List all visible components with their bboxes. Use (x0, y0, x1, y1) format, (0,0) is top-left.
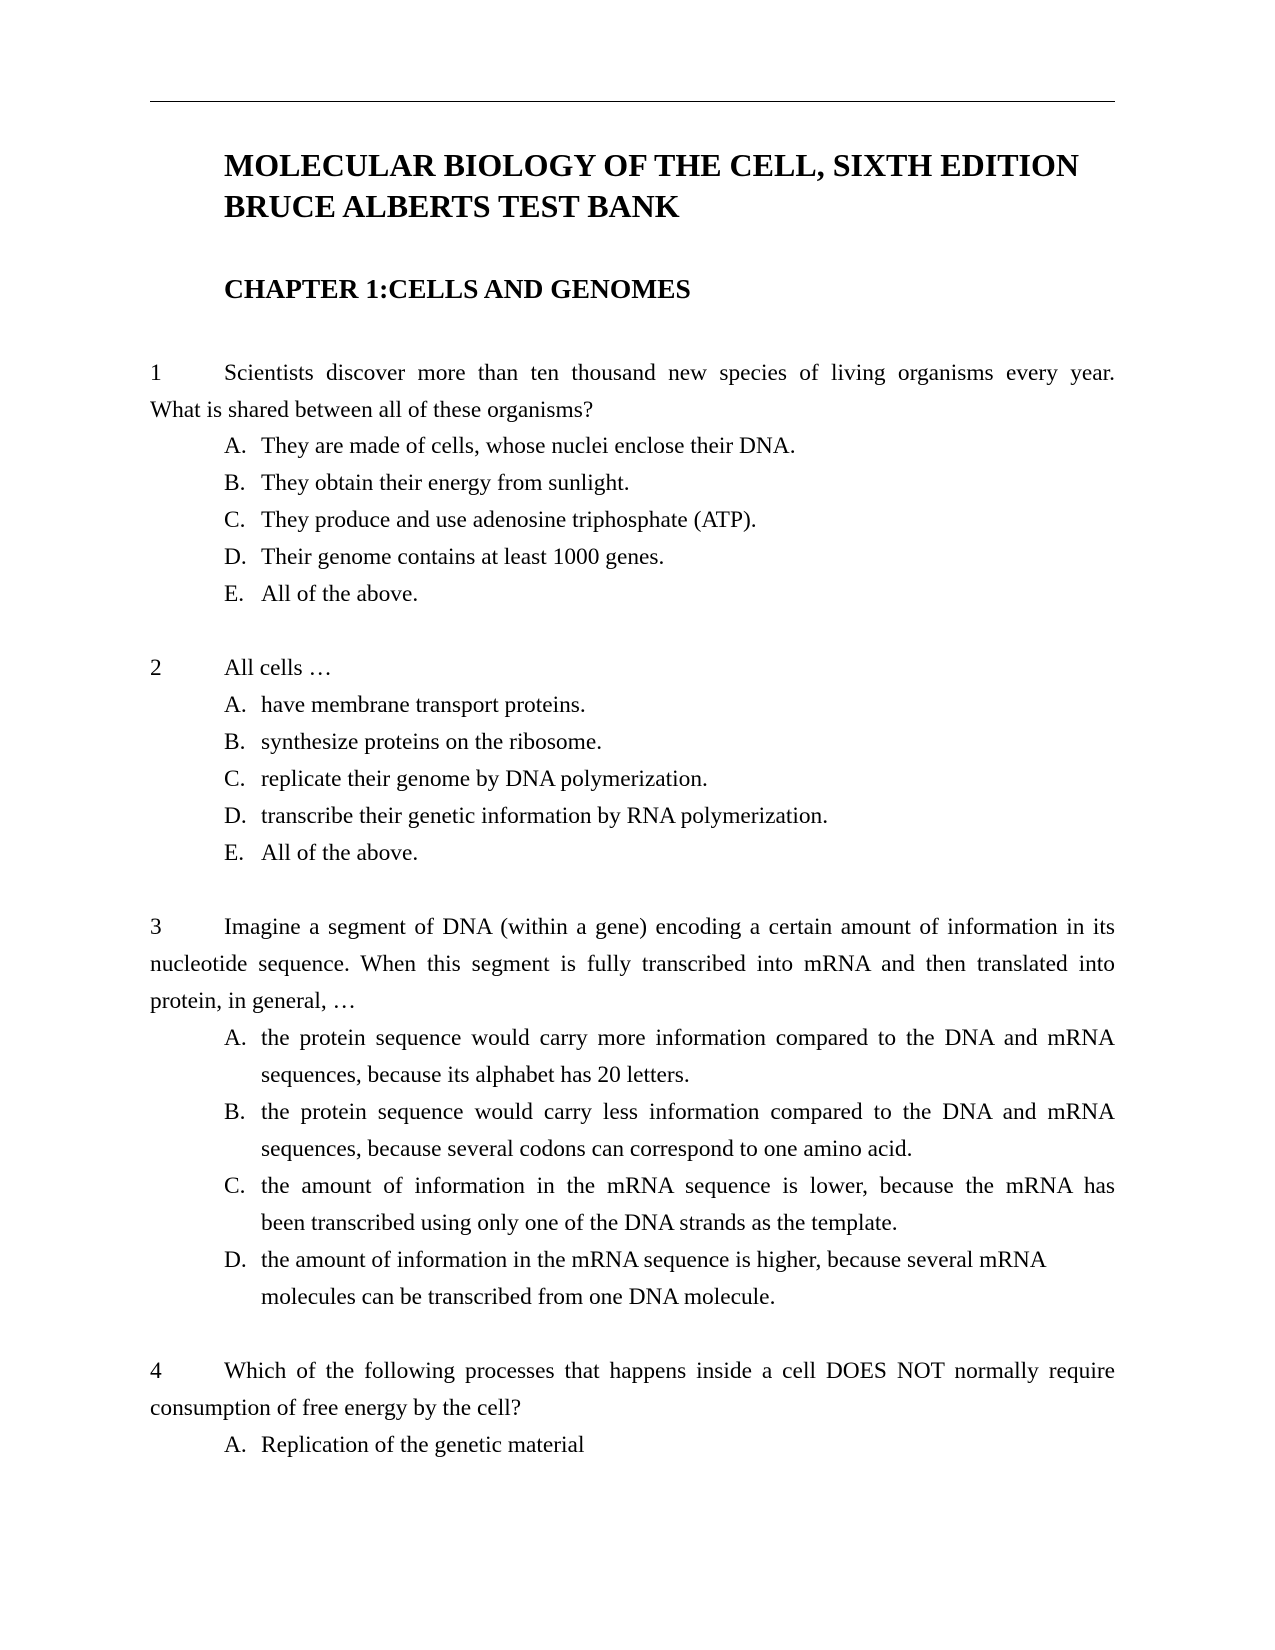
option-text-continued: sequences, because its alphabet has 20 letters. (261, 1062, 690, 1088)
option-text-continued: molecules can be transcribed from one DNA molecule. (261, 1284, 776, 1310)
question-text-line: Scientists discover more than ten thousand new species of living organisms every year. (224, 360, 1115, 386)
option-text: Replication of the genetic material (261, 1432, 585, 1458)
option-3d (224, 1242, 1115, 1279)
option-2b (224, 724, 1115, 761)
option-letter: A. (224, 433, 247, 459)
question-text-line: protein, in general, … (150, 988, 356, 1014)
option-letter: B. (224, 729, 246, 755)
option-text: All of the above. (261, 581, 419, 607)
option-2c (224, 761, 1115, 798)
option-letter: E. (224, 581, 245, 607)
question-text-line: All cells … (224, 655, 332, 681)
title-line-1: MOLECULAR BIOLOGY OF THE CELL, SIXTH EDITION (224, 147, 1079, 183)
option-2d (224, 798, 1115, 835)
option-3b (224, 1094, 1115, 1131)
option-1a (224, 428, 1115, 465)
option-letter: C. (224, 507, 246, 533)
option-3a (224, 1020, 1115, 1057)
question-text-line: consumption of free energy by the cell? (150, 1395, 522, 1421)
option-text: have membrane transport proteins. (261, 692, 586, 718)
option-text: the amount of information in the mRNA sequence is higher, because several mRNA (261, 1247, 1047, 1273)
option-letter: A. (224, 692, 247, 718)
question-text-line: nucleotide sequence. When this segment is fully transcribed into mRNA and then translated into (150, 951, 1115, 977)
option-text-continued: been transcribed using only one of the DNA strands as the template. (261, 1210, 898, 1236)
question-3 (150, 909, 1115, 946)
question-number: 2 (150, 655, 162, 681)
question-number: 1 (150, 360, 162, 386)
question-number: 4 (150, 1358, 162, 1384)
header-rule (150, 101, 1115, 102)
option-letter: B. (224, 470, 246, 496)
option-text: They produce and use adenosine triphosphate (ATP). (261, 507, 757, 533)
option-letter: E. (224, 840, 245, 866)
question-1 (150, 355, 1115, 392)
option-text: They are made of cells, whose nuclei enclose their DNA. (261, 433, 796, 459)
option-1e (224, 576, 1115, 613)
option-text: the amount of information in the mRNA sequence is lower, because the mRNA has (261, 1173, 1115, 1199)
option-2e (224, 835, 1115, 872)
option-letter: B. (224, 1099, 246, 1125)
question-text-line: Which of the following processes that happens inside a cell DOES NOT normally require (224, 1358, 1115, 1384)
option-letter: A. (224, 1025, 247, 1051)
option-text: replicate their genome by DNA polymerization. (261, 766, 708, 792)
option-1c (224, 502, 1115, 539)
option-text: All of the above. (261, 840, 419, 866)
option-2a (224, 687, 1115, 724)
option-text: the protein sequence would carry more information compared to the DNA and mRNA (261, 1025, 1115, 1051)
option-text: Their genome contains at least 1000 genes. (261, 544, 665, 570)
option-letter: D. (224, 803, 247, 829)
option-text: the protein sequence would carry less information compared to the DNA and mRNA (261, 1099, 1115, 1125)
option-letter: C. (224, 1173, 246, 1199)
title-line-2: BRUCE ALBERTS TEST BANK (224, 188, 680, 224)
question-text-line: What is shared between all of these organisms? (150, 397, 594, 423)
option-text: They obtain their energy from sunlight. (261, 470, 630, 496)
option-3c (224, 1168, 1115, 1205)
document-title (224, 145, 1124, 227)
question-4 (150, 1353, 1115, 1390)
option-text-continued: sequences, because several codons can correspond to one amino acid. (261, 1136, 913, 1162)
option-text: synthesize proteins on the ribosome. (261, 729, 603, 755)
option-1d (224, 539, 1115, 576)
option-letter: D. (224, 1247, 247, 1273)
question-2 (150, 650, 1115, 687)
option-letter: A. (224, 1432, 247, 1458)
question-number: 3 (150, 914, 162, 940)
option-text: transcribe their genetic information by RNA polymerization. (261, 803, 829, 829)
option-4a (224, 1427, 1115, 1464)
question-text-line: Imagine a segment of DNA (within a gene) encoding a certain amount of information in its (224, 914, 1115, 940)
chapter-heading: CHAPTER 1:CELLS AND GENOMES (224, 273, 691, 304)
option-letter: D. (224, 544, 247, 570)
option-letter: C. (224, 766, 246, 792)
option-1b (224, 465, 1115, 502)
